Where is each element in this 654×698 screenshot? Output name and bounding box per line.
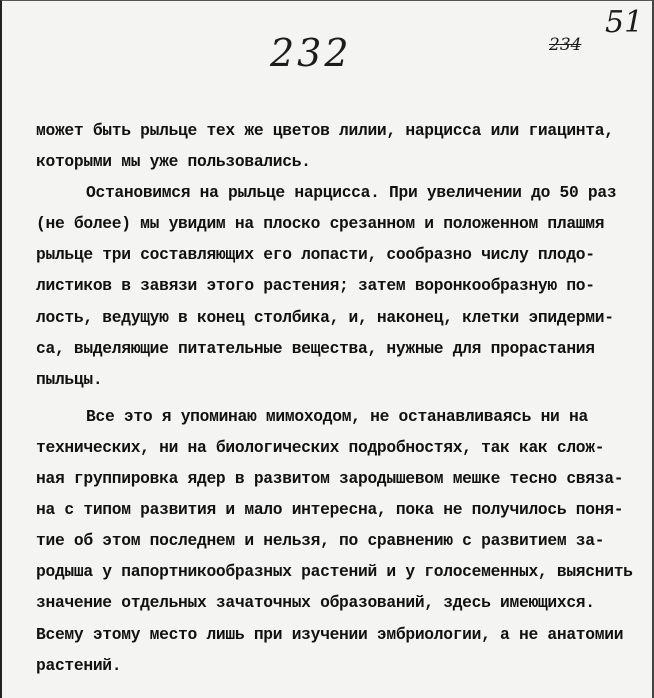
- text-line: которыми мы уже пользовались.: [36, 152, 311, 172]
- text-line: листиков в завязи этого растения; затем воронкообразную по-: [36, 276, 595, 296]
- text-line: Всему этому место лишь при изучении эмбриологии, а не анатомии: [36, 624, 624, 644]
- text-line: Все это я упоминаю мимоходом, не останавливаясь ни на: [86, 406, 588, 426]
- text-line: рыльце три составляющих его лопасти, сообразно числу плодо-: [36, 245, 595, 265]
- text-line: технических, ни на биологических подробностях, так как слож-: [36, 437, 605, 457]
- text-line: растений.: [36, 655, 122, 675]
- text-line: может быть рыльце тех же цветов лилии, нарцисса или гиацинта,: [36, 121, 614, 140]
- text-line: ная группировка ядер в развитом зародышевом мешке тесно связа-: [36, 469, 624, 489]
- text-line: Остановимся на рыльце нарцисса. При увеличении до 50 раз: [86, 183, 617, 203]
- text-line: значение отдельных зачаточных образований, здесь имеющихся.: [36, 593, 595, 613]
- text-line: на с типом развития и мало интересна, пока не получилось поня-: [36, 500, 624, 520]
- text-line: родыша у папортникообразных растений и у голосеменных, выяснить: [36, 562, 633, 582]
- text-line: тие об этом последнем и нельзя, по сравнению с развитием за-: [36, 531, 605, 551]
- text-line: лость, ведущую в конец столбика, и, наконец, клетки эпидерми-: [36, 307, 614, 327]
- page-number-handwritten: 232: [270, 31, 352, 75]
- text-line: са, выделяющие питательные вещества, нужные для прорастания: [36, 338, 595, 358]
- body-text: [36, 115, 640, 681]
- text-line: пыльцы.: [36, 369, 103, 389]
- text-line: (не более) мы увидим на плоско срезанном и положенном плашмя: [36, 214, 605, 234]
- page-number-corner: 51: [605, 5, 644, 40]
- page-number-crossed-out: 234: [549, 35, 582, 55]
